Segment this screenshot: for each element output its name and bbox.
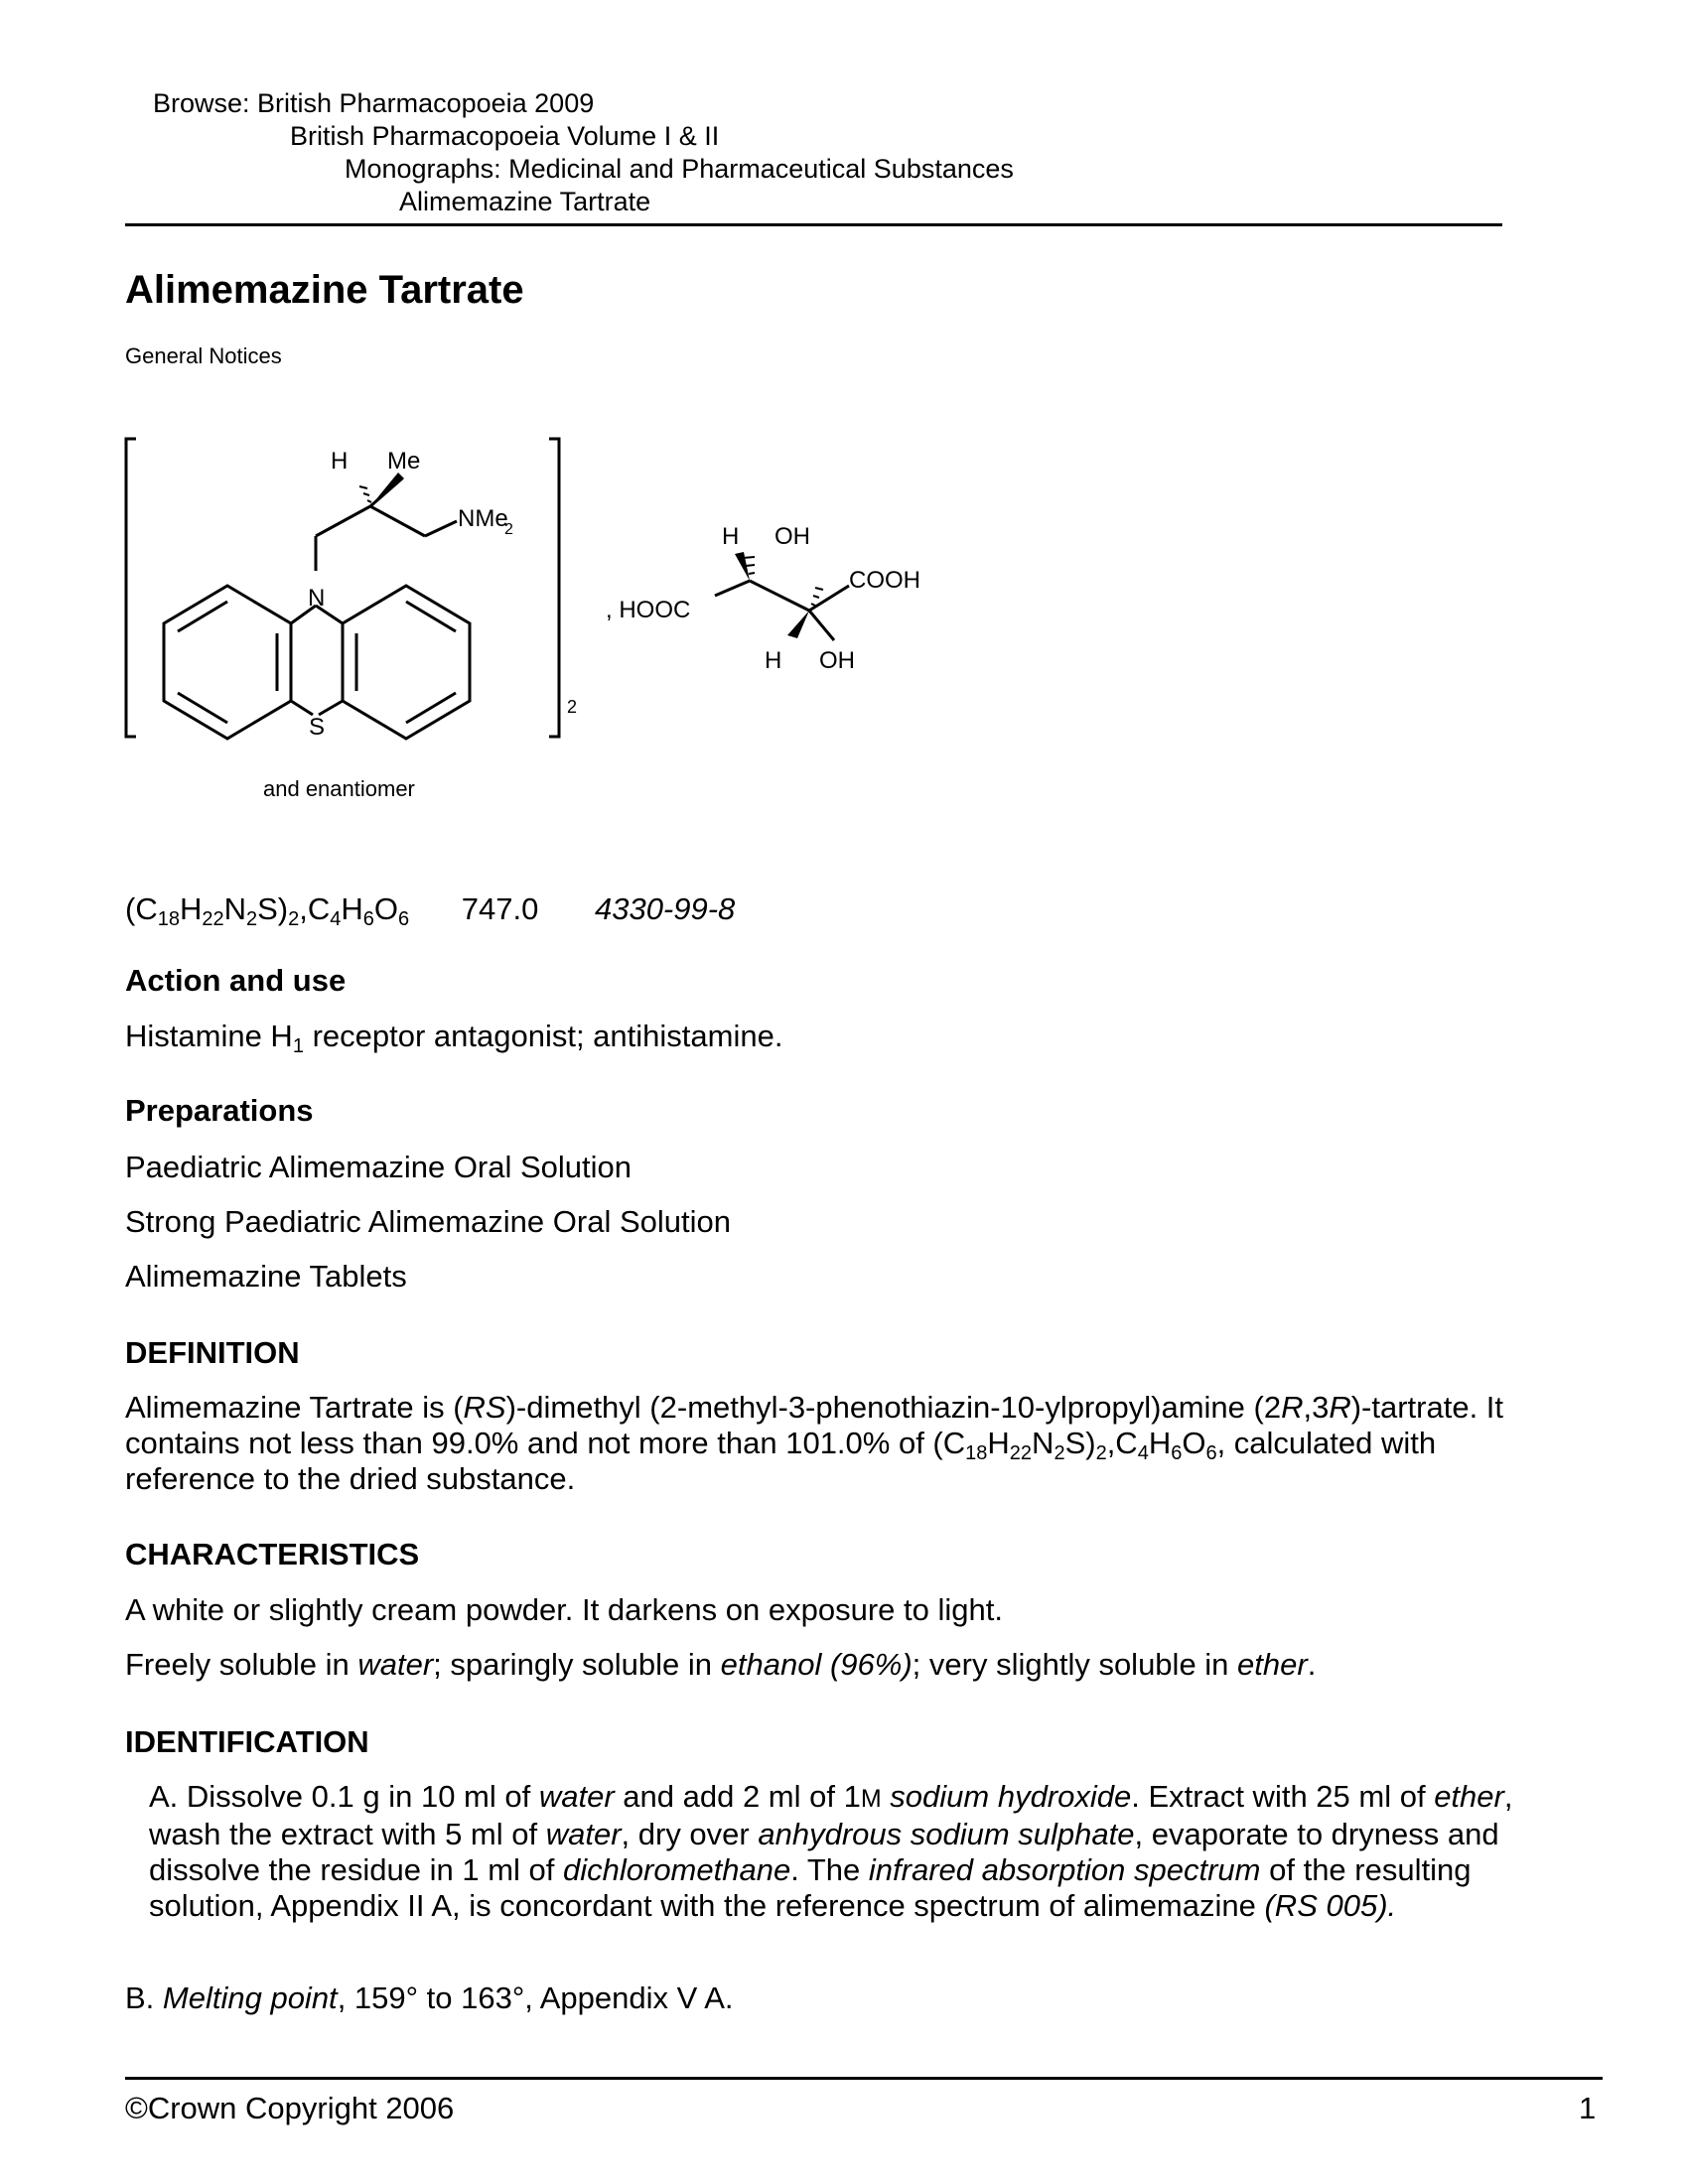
definition-text: Alimemazine Tartrate is (RS)-dimethyl (2-methyl-3-phenothiazin-10-ylpropyl)amine (2R,3R)-tartrate. It contains not less than 99.0% and not more than 101.0% of $(C_{18}H_{22}N_2S)_2,C_4H_6O_6$, calculated with reference to the dried substance.	[125, 1390, 1504, 1496]
identification-test-b: B. Melting point, 159° to 163°, Appendix V A.	[125, 1980, 734, 2015]
left-bracket	[126, 439, 136, 737]
preparation-link-2[interactable]: Strong Paediatric Alimemazine Oral Solution	[125, 1204, 731, 1239]
atom-h-label: H	[331, 448, 349, 475]
action-and-use-heading: Action and use	[125, 963, 347, 998]
characteristics-solubility: Freely soluble in water; sparingly soluble in ethanol (96%); very slightly soluble in ether.	[125, 1647, 1317, 1682]
footer-page-number: 1	[1579, 2091, 1597, 2125]
breadcrumb-level-1[interactable]: Browse: British Pharmacopoeia 2009	[153, 88, 595, 118]
identification-test-a: A. Dissolve 0.1 g in 10 ml of water and add 2 ml of 1M sodium hydroxide. Extract with 25 ml of ether, wash the extract with 5 ml of water, dry over anhydrous sodium sulphate, evaporate to dryness and dissolve the residue in 1 ml of dichloromethane. The infrared absorption spectrum of the resulting solution, Appendix II A, is concordant with the reference spectrum of alimemazine (RS 005).	[149, 1779, 1513, 1923]
tartrate-oh-bottom: OH	[819, 647, 855, 674]
tartrate-oh-top: OH	[774, 523, 810, 550]
breadcrumb-level-3[interactable]: Monographs: Medicinal and Pharmaceutical Substances	[345, 154, 1014, 184]
breadcrumb	[153, 87, 594, 120]
breadcrumb-level-4: Alimemazine Tartrate	[399, 187, 651, 216]
atom-n-label: N	[308, 585, 326, 612]
characteristics-appearance: A white or slightly cream powder. It darkens on exposure to light.	[125, 1592, 1003, 1627]
tartrate-h-bottom: H	[765, 647, 782, 674]
general-notices-link[interactable]: General Notices	[125, 343, 282, 368]
tartrate-cooh-label: COOH	[849, 567, 920, 594]
bracket-subscript: 2	[567, 697, 578, 717]
page-title: Alimemazine Tartrate	[125, 268, 524, 312]
molecular-formula-line	[125, 891, 736, 930]
footer-copyright: ©Crown Copyright 2006	[125, 2091, 455, 2125]
right-bracket	[549, 439, 559, 737]
characteristics-heading: CHARACTERISTICS	[125, 1537, 420, 1571]
right-benzene-ring	[343, 586, 470, 739]
header-divider	[125, 223, 1502, 226]
enantiomer-note: and enantiomer	[263, 776, 415, 801]
action-and-use-text: Histamine $H_1$ receptor antagonist; antihistamine.	[125, 1019, 783, 1057]
molecular-weight: 747.0	[461, 891, 539, 926]
identification-heading: IDENTIFICATION	[125, 1724, 369, 1759]
tartrate-hooc-label: , HOOC	[606, 597, 691, 623]
atom-s-label: S	[309, 714, 326, 741]
preparations-heading: Preparations	[125, 1093, 314, 1128]
chemical-structure	[114, 427, 968, 814]
definition-heading: DEFINITION	[125, 1335, 300, 1370]
cas-number: 4330-99-8	[594, 891, 736, 926]
footer-divider	[125, 2077, 1603, 2080]
preparation-link-1[interactable]: Paediatric Alimemazine Oral Solution	[125, 1150, 633, 1184]
preparation-link-3[interactable]: Alimemazine Tablets	[125, 1259, 407, 1294]
atom-nme-label: NMe	[458, 505, 508, 532]
tartrate-h-top: H	[722, 523, 740, 550]
molecular-formula: $(C_{18}H_{22}N_2S)_2,C_4H_6O_6$	[125, 891, 410, 930]
atom-nme-subscript: 2	[504, 521, 513, 538]
atom-me-label: Me	[387, 448, 421, 475]
left-benzene-ring	[164, 586, 291, 739]
breadcrumb-level-2[interactable]: British Pharmacopoeia Volume I & II	[290, 121, 720, 151]
